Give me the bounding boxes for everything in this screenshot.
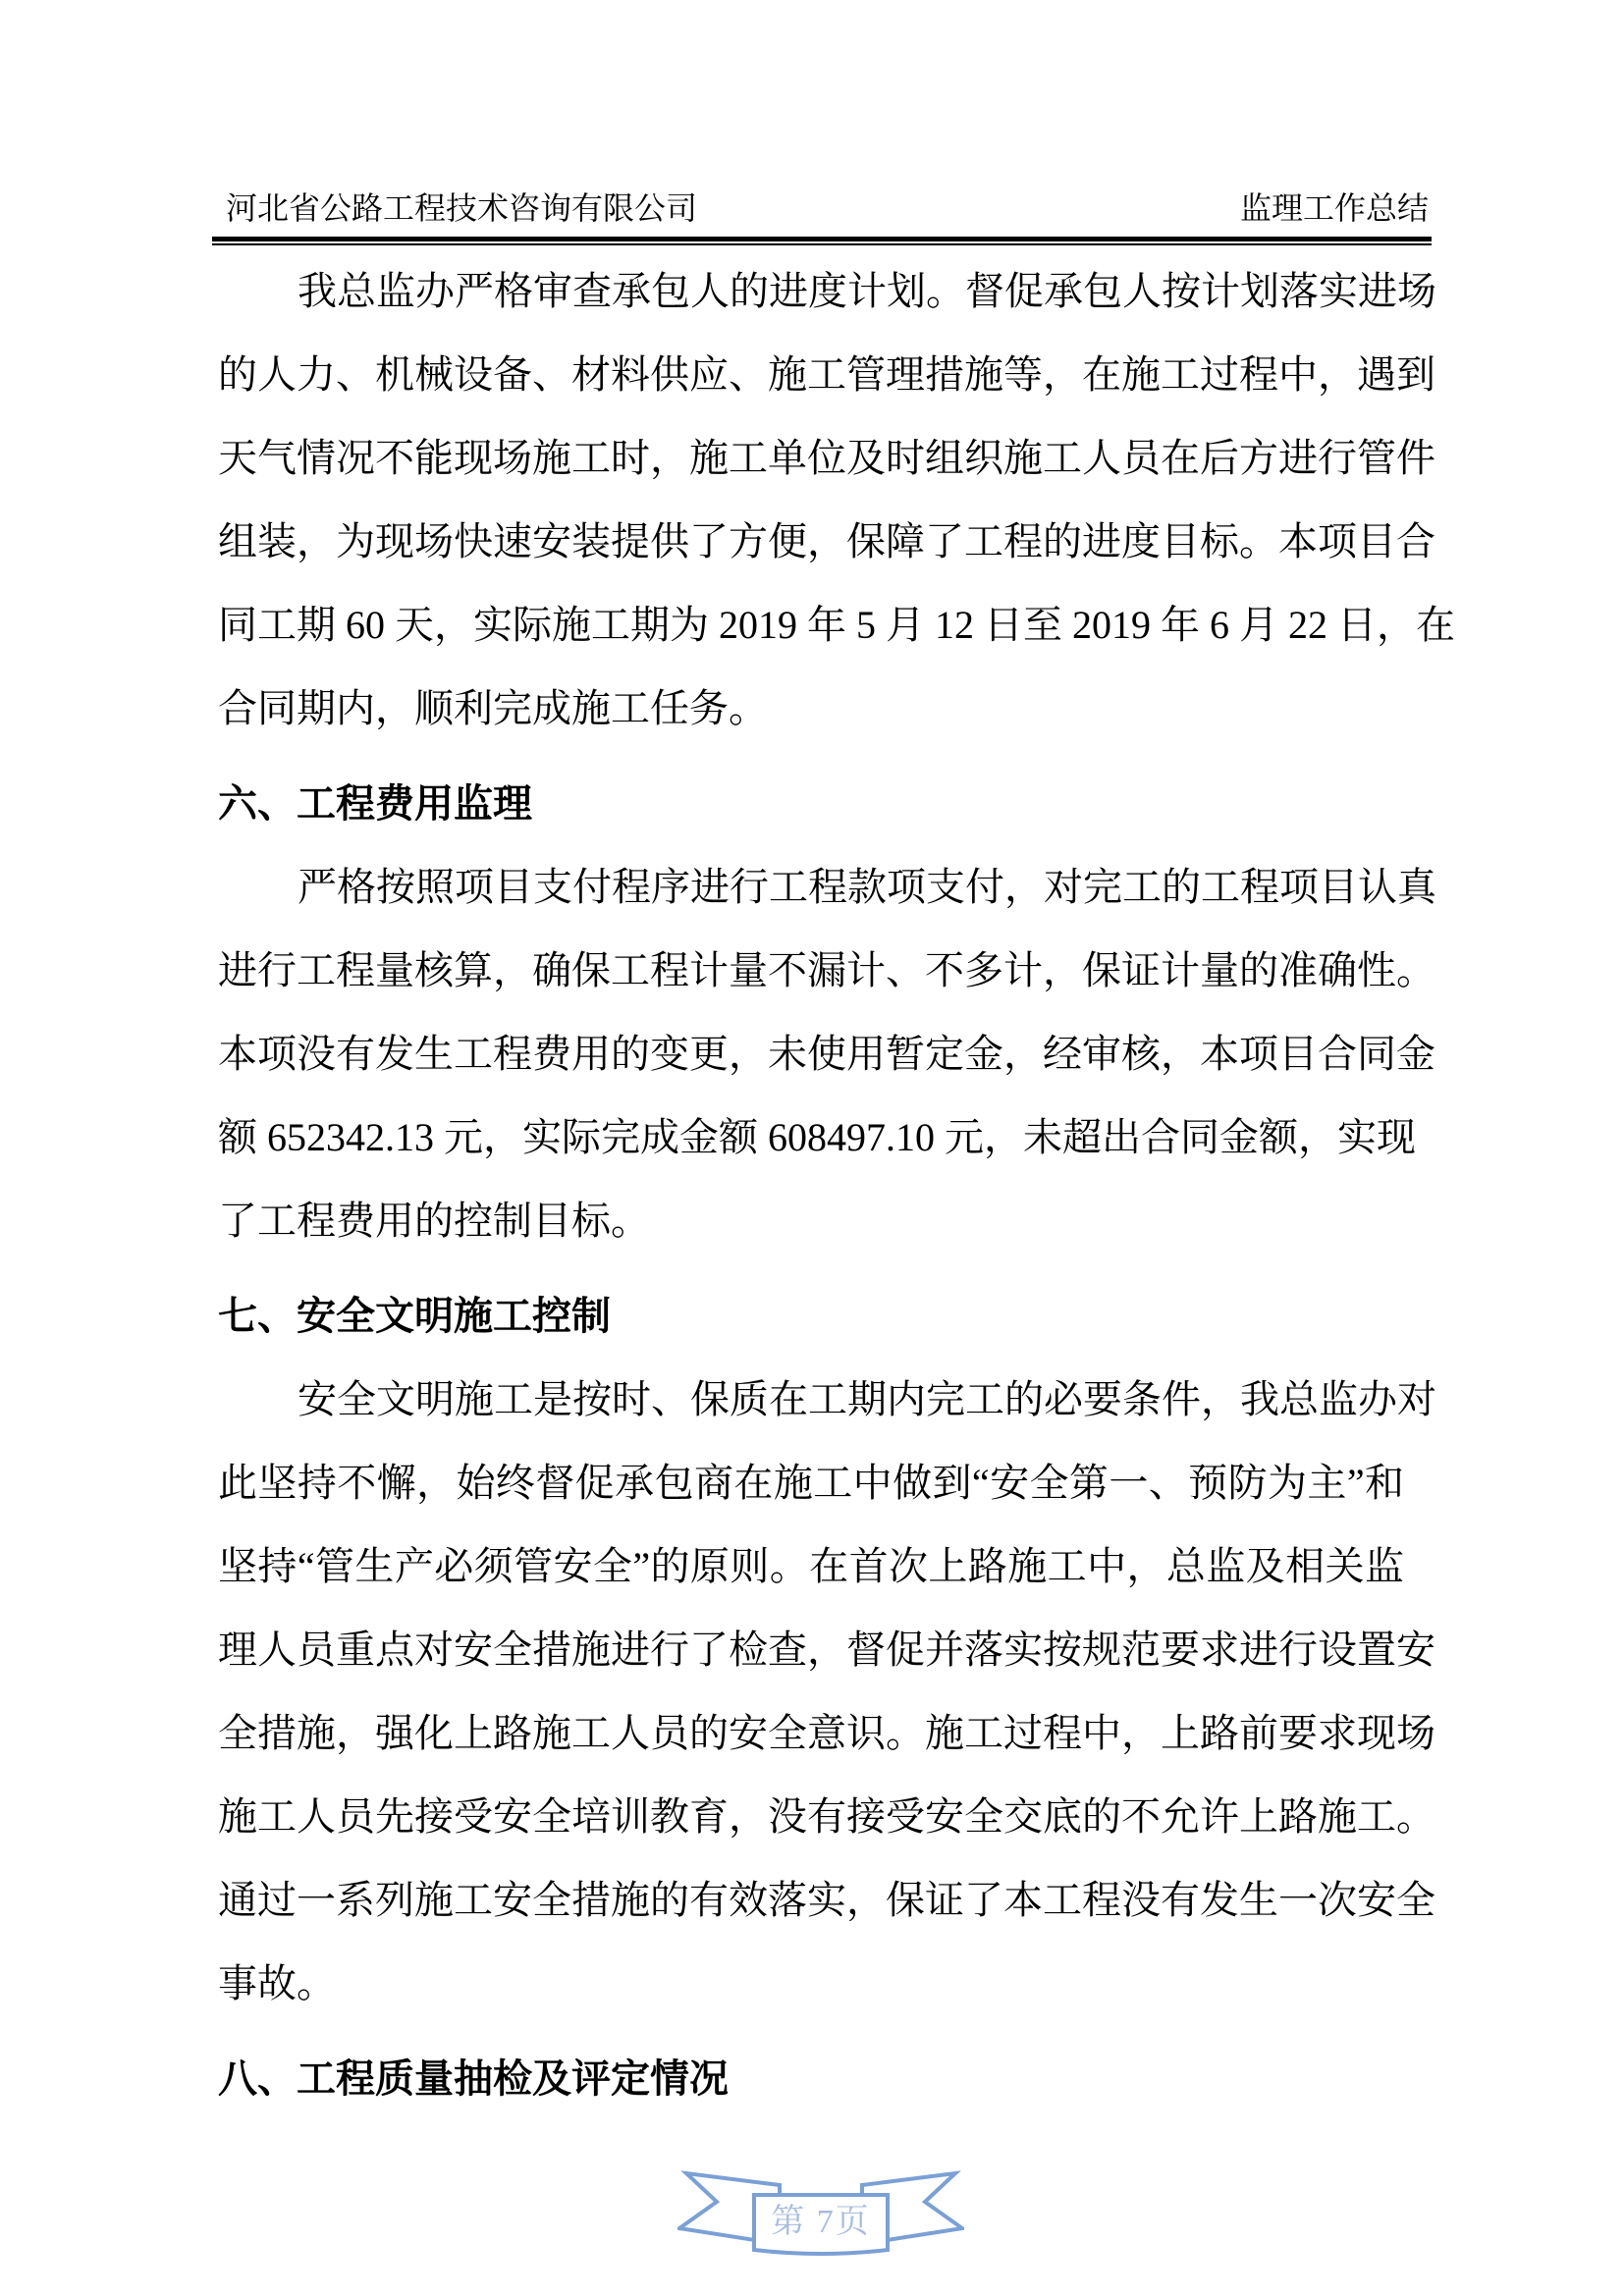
- text-line: 进行工程量核算，确保工程计量不漏计、不多计，保证计量的准确性。: [218, 948, 1435, 992]
- page-number-text: 第 7页: [771, 2204, 871, 2240]
- text-line: 通过一系列施工安全措施的有效落实，保证了本工程没有发生一次安全: [218, 1878, 1435, 1922]
- header-divider-rule: [212, 237, 1432, 245]
- text-line: 的人力、机械设备、材料供应、施工管理措施等，在施工过程中，遇到: [218, 352, 1435, 397]
- text-line: 组装，为现场快速安装提供了方便，保障了工程的进度目标。本项目合: [218, 519, 1435, 563]
- text-line: 施工人员先接受安全培训教育，没有接受安全交底的不允许上路施工。: [218, 1794, 1435, 1839]
- paragraph: [218, 1358, 1436, 2025]
- text-line: 严格按照项目支付程序进行工程款项支付，对完工的工程项目认真: [298, 865, 1436, 909]
- text-line: 此坚持不懈，始终督促承包商在施工中做到“安全第一、预防为主”和: [218, 1461, 1404, 1505]
- text-line: 理人员重点对安全措施进行了检查，督促并落实按规范要求进行设置安: [218, 1628, 1435, 1672]
- text-line: 我总监办严格审查承包人的进度计划。督促承包人按计划落实进场: [298, 269, 1436, 313]
- section-heading: 八、工程质量抽检及评定情况: [218, 2056, 729, 2101]
- text-line: 了工程费用的控制目标。: [218, 1199, 650, 1243]
- text-line: 事故。: [218, 1961, 336, 2005]
- header-company-name: 河北省公路工程技术咨询有限公司: [226, 190, 698, 226]
- text-line: 同工期 60 天，实际施工期为 2019 年 5 月 12 日至 2019 年 6 月 22 日，在: [218, 603, 1455, 647]
- document-body: [218, 249, 1455, 2120]
- text-line: 全措施，强化上路施工人员的安全意识。施工过程中，上路前要求现场: [218, 1711, 1435, 1755]
- page-ribbon-banner-icon: [677, 2165, 964, 2264]
- page-number-footer: [677, 2165, 964, 2264]
- text-line: 额 652342.13 元，实际完成金额 608497.10 元，未超出合同金额，实现: [218, 1115, 1416, 1159]
- text-line: 合同期内，顺利完成施工任务。: [218, 686, 768, 730]
- paragraph: [218, 249, 1455, 750]
- text-line: 坚持“管生产必须管安全”的原则。在首次上路施工中，总监及相关监: [218, 1544, 1404, 1588]
- paragraph: [218, 845, 1436, 1262]
- text-line: 安全文明施工是按时、保质在工期内完工的必要条件，我总监办对: [298, 1377, 1436, 1421]
- section-heading: 六、工程费用监理: [218, 781, 532, 826]
- section-heading: 七、安全文明施工控制: [218, 1294, 611, 1338]
- text-line: 本项没有发生工程费用的变更，未使用暂定金，经审核，本项目合同金: [218, 1032, 1435, 1076]
- text-line: 天气情况不能现场施工时，施工单位及时组织施工人员在后方进行管件: [218, 436, 1435, 480]
- header-doc-title: 监理工作总结: [1239, 190, 1429, 226]
